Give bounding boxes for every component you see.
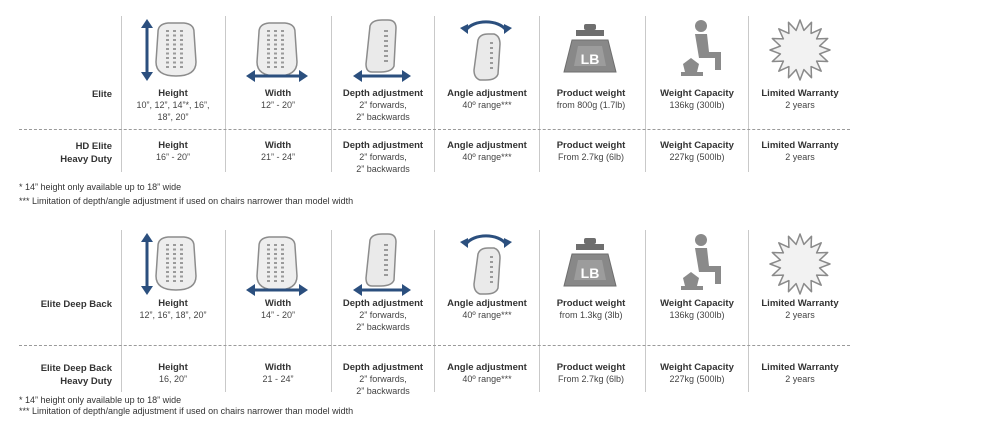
- spec-value: 21” - 24”: [260, 152, 295, 162]
- spec-cell: [226, 140, 330, 164]
- spec-value: 2” forwards, 2” backwards: [356, 374, 410, 396]
- spec-title: Width: [264, 140, 292, 151]
- row-label: Elite Deep Back Heavy Duty: [40, 363, 112, 387]
- spec-value: 2 years: [785, 152, 815, 162]
- spec-title: Product weight: [556, 140, 626, 151]
- spec-value: 40º range***: [462, 374, 512, 384]
- spec-value: 40º range***: [462, 100, 512, 110]
- spec-cell: [748, 362, 852, 386]
- height-backrest-icon: [140, 232, 204, 301]
- row-separator: [19, 129, 850, 130]
- spec-value: 2 years: [785, 310, 815, 320]
- spec-title: Height: [158, 88, 188, 99]
- spec-cell: [539, 88, 643, 112]
- spec-cell: [645, 88, 749, 112]
- row-separator: [19, 345, 850, 346]
- spec-cell: [121, 140, 225, 164]
- spec-title: Weight Capacity: [660, 362, 734, 373]
- spec-title: Limited Warranty: [761, 362, 839, 373]
- spec-cell: [435, 140, 539, 164]
- spec-cell: [121, 88, 225, 123]
- spec-title: Weight Capacity: [660, 298, 734, 309]
- spec-title: Depth adjustment: [342, 88, 424, 99]
- spec-title: Width: [264, 362, 292, 373]
- product-weight-icon: [558, 232, 622, 301]
- spec-cell: [226, 362, 330, 386]
- spec-title: Weight Capacity: [660, 88, 734, 99]
- spec-value: From 2.7kg (6lb): [557, 374, 625, 384]
- footnote: * 14” height only available up to 18” wide: [19, 395, 182, 405]
- footnote: *** Limitation of depth/angle adjustment if used on chairs narrower than model width: [19, 406, 354, 416]
- spec-cell: [121, 362, 225, 386]
- spec-value: 227kg (500lb): [669, 374, 725, 384]
- spec-cell: [121, 298, 225, 322]
- footnote: * 14” height only available up to 18” wide: [19, 182, 182, 192]
- spec-value: 40º range***: [462, 152, 512, 162]
- spec-title: Angle adjustment: [447, 362, 527, 373]
- spec-cell: [331, 298, 435, 333]
- spec-title: Width: [264, 298, 292, 309]
- weight-capacity-icon: [665, 232, 729, 301]
- spec-cell: [539, 362, 643, 386]
- spec-title: Angle adjustment: [447, 88, 527, 99]
- spec-cell: [539, 140, 643, 164]
- spec-title: Height: [158, 298, 188, 309]
- spec-cell: [435, 298, 539, 322]
- spec-title: Width: [264, 88, 292, 99]
- spec-title: Angle adjustment: [447, 140, 527, 151]
- spec-value: From 2.7kg (6lb): [557, 152, 625, 162]
- row-label: Elite Deep Back: [40, 299, 112, 310]
- width-backrest-icon: [245, 18, 309, 87]
- lb-label: LB: [580, 265, 600, 281]
- angle-adjustment-icon: [454, 18, 518, 87]
- spec-value: 16, 20”: [158, 374, 188, 384]
- spec-value: 12”, 16”, 18”, 20”: [139, 310, 207, 320]
- spec-cell: [748, 88, 852, 112]
- row-label: Elite: [91, 89, 112, 100]
- spec-value: 12” - 20”: [260, 100, 295, 110]
- spec-title: Depth adjustment: [342, 298, 424, 309]
- angle-adjustment-icon: [454, 232, 518, 301]
- footnote: *** Limitation of depth/angle adjustment if used on chairs narrower than model width: [19, 196, 354, 206]
- spec-title: Limited Warranty: [761, 88, 839, 99]
- spec-cell: [226, 88, 330, 112]
- spec-title: Limited Warranty: [761, 298, 839, 309]
- warranty-starburst-icon: [768, 232, 832, 301]
- spec-cell: [331, 88, 435, 123]
- spec-cell: [645, 298, 749, 322]
- spec-value: from 1.3kg (3lb): [559, 310, 623, 320]
- spec-cell: [748, 298, 852, 322]
- product-weight-icon: [558, 18, 622, 87]
- spec-value: 21 - 24”: [262, 374, 294, 384]
- spec-value: 2 years: [785, 100, 815, 110]
- spec-cell: [748, 140, 852, 164]
- spec-title: Depth adjustment: [342, 362, 424, 373]
- lb-label: LB: [580, 51, 600, 67]
- spec-value: from 800g (1.7lb): [556, 100, 626, 110]
- spec-value: 10”, 12”, 14”*, 16”, 18”, 20”: [136, 100, 210, 122]
- spec-value: 14” - 20”: [260, 310, 295, 320]
- spec-title: Depth adjustment: [342, 140, 424, 151]
- spec-title: Height: [158, 362, 188, 373]
- weight-capacity-icon: [665, 18, 729, 87]
- spec-value: 227kg (500lb): [669, 152, 725, 162]
- depth-adjustment-icon: [350, 232, 414, 301]
- spec-value: 2” forwards, 2” backwards: [356, 152, 410, 174]
- spec-title: Height: [158, 140, 188, 151]
- width-backrest-icon: [245, 232, 309, 301]
- spec-cell: [435, 88, 539, 112]
- spec-title: Weight Capacity: [660, 140, 734, 151]
- spec-cell: [435, 362, 539, 386]
- spec-value: 2” forwards, 2” backwards: [356, 100, 410, 122]
- spec-title: Angle adjustment: [447, 298, 527, 309]
- spec-value: 16” - 20”: [155, 152, 190, 162]
- spec-cell: [645, 362, 749, 386]
- spec-value: 136kg (300lb): [669, 100, 725, 110]
- spec-value: 40º range***: [462, 310, 512, 320]
- spec-cell: [331, 140, 435, 175]
- spec-cell: [645, 140, 749, 164]
- spec-cell: [539, 298, 643, 322]
- spec-value: 2 years: [785, 374, 815, 384]
- spec-title: Limited Warranty: [761, 140, 839, 151]
- height-backrest-icon: [140, 18, 204, 87]
- warranty-starburst-icon: [768, 18, 832, 87]
- spec-cell: [331, 362, 435, 397]
- depth-adjustment-icon: [350, 18, 414, 87]
- spec-title: Product weight: [556, 298, 626, 309]
- spec-value: 2” forwards, 2” backwards: [356, 310, 410, 332]
- spec-title: Product weight: [556, 88, 626, 99]
- spec-value: 136kg (300lb): [669, 310, 725, 320]
- spec-cell: [226, 298, 330, 322]
- spec-title: Product weight: [556, 362, 626, 373]
- row-label: HD Elite Heavy Duty: [60, 141, 112, 165]
